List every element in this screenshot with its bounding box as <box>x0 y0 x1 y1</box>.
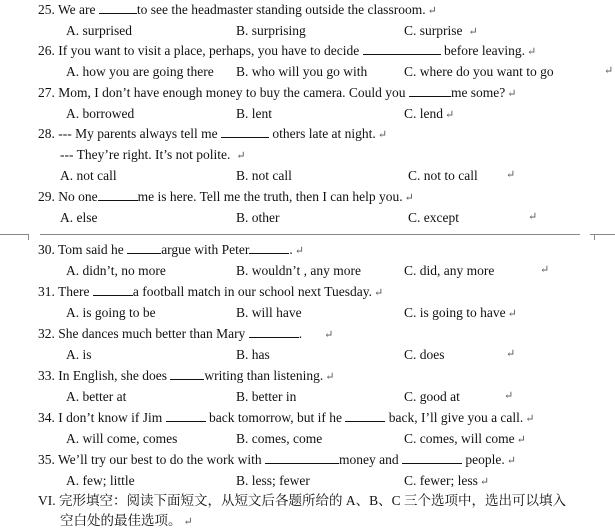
q35-stem-end: people. <box>465 452 505 467</box>
q28-option-c: C. not to call <box>408 168 478 183</box>
q35-option-c <box>404 472 489 491</box>
return-mark-icon: ↵ <box>427 5 437 17</box>
section-vi-line2: 空白处的最佳选项。 <box>60 513 182 528</box>
return-mark-icon: ↵ <box>404 192 414 204</box>
q35-blank-1 <box>265 451 339 464</box>
q28-option-b: B. not call <box>236 168 292 183</box>
q29-option-b: B. other <box>236 210 280 225</box>
return-mark-icon: ↵ <box>479 476 490 488</box>
return-mark-icon: ↵ <box>294 245 305 257</box>
q28-blank <box>221 125 269 138</box>
q33-option-c: C. good at <box>404 389 460 404</box>
q25-option-c <box>404 22 478 41</box>
q31-option-c-text: C. is going to have <box>404 305 506 320</box>
q32-option-a: A. is <box>66 347 92 362</box>
q26-stem <box>38 42 536 61</box>
q28-stem <box>38 125 387 144</box>
section-vi-instruction-cont <box>60 512 193 531</box>
q25-option-a: A. surprised <box>66 23 132 38</box>
q30-option-b: B. wouldn’t , any more <box>236 263 361 278</box>
q30-stem-end: . <box>289 242 293 257</box>
q34-option-c-text: C. comes, will come <box>404 431 515 446</box>
q29-option-c: C. except <box>408 210 459 225</box>
section-vi-instruction: VI. 完形填空：阅读下面短文，从短文后各题所给的 A、B、C 三个选项中，选出可以填入 <box>38 493 567 508</box>
return-mark-icon: ↵ <box>528 211 538 223</box>
q25-blank <box>99 1 137 14</box>
q33-stem-end: writing than listening. <box>204 368 324 383</box>
q32-stem <box>38 325 333 344</box>
q30-stem-mid: argue with Peter <box>161 242 250 257</box>
q34-blank-1 <box>166 409 206 422</box>
q32-stem-end: . <box>298 326 303 341</box>
q34-stem-end: back, I’ll give you a call. <box>388 410 524 425</box>
q29-option-a: A. else <box>60 210 98 225</box>
return-mark-icon: ↵ <box>604 65 614 77</box>
return-mark-icon: ↵ <box>506 348 516 360</box>
q35-option-a: A. few; little <box>66 473 135 488</box>
q34-stem-mid: back tomorrow, but if he <box>209 410 346 425</box>
q31-blank <box>93 283 133 296</box>
q26-blank <box>363 42 441 55</box>
q28-option-a: A. not call <box>60 168 117 183</box>
q31-option-a: A. is going to be <box>66 305 156 320</box>
return-mark-icon: ↵ <box>377 129 388 141</box>
q34-option-c <box>404 430 526 449</box>
q27-option-a: A. borrowed <box>66 106 135 121</box>
q28-stem-reply <box>60 146 246 165</box>
q34-option-a: A. will come, comes <box>66 431 178 446</box>
return-mark-icon: ↵ <box>325 371 335 383</box>
q25-option-b: B. surprising <box>236 23 306 38</box>
q31-option-c <box>404 304 517 323</box>
q27-option-c-text: C. lend <box>404 106 443 121</box>
page-break-line-mid <box>40 234 580 235</box>
return-mark-icon: ↵ <box>506 169 516 181</box>
q27-stem-start: 27. Mom, I don’t have enough money to buy the camera. Could you <box>38 85 409 100</box>
q25-stem-start: 25. We are <box>38 2 99 17</box>
q30-stem <box>38 241 304 260</box>
return-mark-icon: ↵ <box>525 413 535 425</box>
return-mark-icon: ↵ <box>540 264 550 276</box>
q30-option-c: C. did, any more <box>404 263 495 278</box>
q33-option-b: B. better in <box>236 389 297 404</box>
return-mark-icon: ↵ <box>504 390 514 402</box>
return-mark-icon: ↵ <box>373 287 384 299</box>
q35-stem <box>38 451 516 470</box>
page-break-line-left <box>0 234 28 235</box>
q29-blank <box>98 188 138 201</box>
q25-stem <box>38 1 437 20</box>
q27-blank <box>409 84 451 97</box>
return-mark-icon: ↵ <box>507 308 517 320</box>
q34-stem <box>38 409 535 428</box>
q29-stem <box>38 188 414 207</box>
q30-option-a: A. didn’t, no more <box>66 263 166 278</box>
q35-stem-start: 35. We’ll try our best to do the work with <box>38 452 266 467</box>
q29-stem-end: me is here. Tell me the truth, then I can help you. <box>137 189 403 204</box>
q31-option-b: B. will have <box>236 305 302 320</box>
q32-option-c: C. does <box>404 347 445 362</box>
q35-option-c-text: C. fewer; less <box>404 473 478 488</box>
q35-stem-mid: money and <box>339 452 403 467</box>
page-break-divider <box>0 228 615 240</box>
q34-option-b: B. comes, come <box>236 431 323 446</box>
q35-option-b: B. less; fewer <box>236 473 310 488</box>
q34-blank-2 <box>345 409 385 422</box>
q27-option-b: B. lent <box>236 106 272 121</box>
page-corner-mark <box>28 234 39 240</box>
q26-stem-start: 26. If you want to visit a place, perhaps, you have to decide <box>38 43 363 58</box>
q30-blank-1 <box>127 241 161 254</box>
q27-stem-end: me some? <box>450 85 506 100</box>
q32-option-b: B. has <box>236 347 270 362</box>
q28-reply-text: --- They’re right. It’s not polite. <box>60 147 231 162</box>
q28-stem-start: 28. --- My parents always tell me <box>38 126 221 141</box>
q32-stem-start: 32. She dances much better than Mary <box>38 326 249 341</box>
q30-blank-2 <box>249 241 289 254</box>
return-mark-icon: ↵ <box>527 46 537 58</box>
return-mark-icon: ↵ <box>506 455 516 467</box>
return-mark-icon: ↵ <box>507 88 517 100</box>
q33-stem-start: 33. In English, she does <box>38 368 171 383</box>
q31-stem <box>38 283 383 302</box>
q33-stem <box>38 367 334 386</box>
q31-stem-end: a football match in our school next Tuesday. <box>132 284 372 299</box>
q35-blank-2 <box>402 451 462 464</box>
q26-option-c: C. where do you want to go <box>404 64 554 79</box>
q25-stem-end: to see the headmaster standing outside the classroom. <box>136 2 426 17</box>
q31-stem-start: 31. There <box>38 284 93 299</box>
return-mark-icon: ↵ <box>236 150 246 162</box>
return-mark-icon: ↵ <box>445 109 455 121</box>
return-mark-icon: ↵ <box>324 329 334 341</box>
q34-stem-start: 34. I don’t know if Jim <box>38 410 166 425</box>
q26-stem-end: before leaving. <box>444 43 525 58</box>
q27-stem <box>38 84 517 103</box>
q26-option-b: B. who will you go with <box>236 64 368 79</box>
q26-option-a: A. how you are going there <box>66 64 214 79</box>
q33-blank <box>170 367 204 380</box>
return-mark-icon: ↵ <box>516 434 526 446</box>
q30-stem-start: 30. Tom said he <box>38 242 128 257</box>
return-mark-icon: ↵ <box>183 516 193 528</box>
q28-stem-end: others late at night. <box>272 126 376 141</box>
q33-option-a: A. better at <box>66 389 127 404</box>
q29-stem-start: 29. No one <box>38 189 98 204</box>
return-mark-icon: ↵ <box>468 26 478 38</box>
page-break-line-right <box>590 234 615 235</box>
q27-option-c <box>404 105 454 124</box>
q32-blank <box>249 325 299 338</box>
q25-option-c-text: C. surprise <box>404 23 463 38</box>
